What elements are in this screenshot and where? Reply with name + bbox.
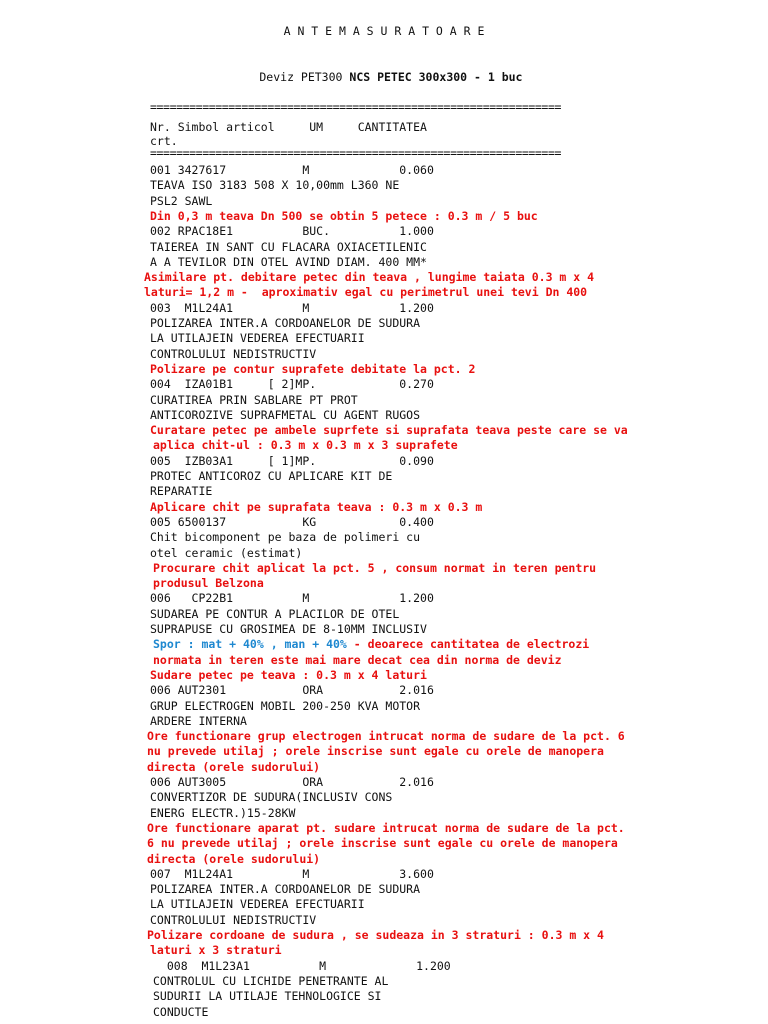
annotation-note: Polizare cordoane de sudura , se sudeaza in 3 straturi : 0.3 m x 4 bbox=[147, 928, 604, 942]
annotation-note: Sudare petec pe teava : 0.3 m x 4 laturi bbox=[150, 667, 427, 682]
annotation-note: produsul Belzona bbox=[153, 576, 264, 591]
estimate-line: LA UTILAJEIN VEDEREA EFECTUARII bbox=[150, 331, 365, 346]
annotation-note: nu prevede utilaj ; orele inscrise sunt egale cu orele de manopera bbox=[147, 744, 604, 759]
estimate-line: CONDUCTE bbox=[153, 1004, 209, 1019]
column-header-line-2: crt. bbox=[150, 134, 178, 148]
estimate-line: Chit bicomponent pe baza de polimeri cu bbox=[150, 530, 421, 545]
estimate-line: REPARATIE bbox=[150, 484, 213, 499]
estimate-line: 007 M1L24A1 M 3.600 bbox=[150, 866, 434, 881]
estimate-line: 005 6500137 KG 0.400 bbox=[150, 514, 434, 529]
estimate-line: ANTICOROZIVE SUPRAFMETAL CU AGENT RUGOS bbox=[150, 407, 421, 422]
estimate-line: SUDAREA PE CONTUR A PLACILOR DE OTEL bbox=[150, 606, 400, 621]
annotation-note: laturi= 1,2 m - aproximativ egal cu perimetrul unei tevi Dn 400 bbox=[144, 285, 588, 300]
estimate-line: TEAVA ISO 3183 508 X 10,00mm L360 NE bbox=[150, 178, 400, 193]
estimate-line: 008 M1L23A1 M 1.200 bbox=[153, 958, 451, 973]
annotation-note: Ore functionare grup electrogen intrucat norma de sudare de la pct. 6 bbox=[147, 729, 625, 744]
annotation-note: directa (orele sudorului) bbox=[147, 851, 321, 866]
estimate-line: 004 IZA01B1 [ 2]MP. 0.270 bbox=[150, 377, 434, 392]
subtitle-prefix: Deviz PET300 bbox=[259, 70, 350, 84]
annotation-note: Asimilare pt. debitare petec din teava , lungime taiata 0.3 m x 4 bbox=[144, 270, 595, 285]
column-header-line-1: Nr. Simbol articol UM CANTITATEA bbox=[150, 120, 427, 134]
estimate-line: ARDERE INTERNA bbox=[150, 713, 247, 728]
separator-top: =============================================================== bbox=[150, 100, 561, 114]
estimate-line: A A TEVILOR DIN OTEL AVIND DIAM. 400 MM* bbox=[150, 254, 427, 269]
annotation-note: Ore functionare aparat pt. sudare intrucat norma de sudare de la pct. bbox=[147, 820, 625, 835]
annotation-note: 6 nu prevede utilaj ; orele inscrise sunt egale cu orele de manopera bbox=[147, 836, 618, 851]
estimate-line: CONTROLULUI NEDISTRUCTIV bbox=[150, 912, 317, 927]
estimate-line: CONTROLUL CU LICHIDE PENETRANTE AL bbox=[153, 973, 389, 988]
estimate-line: LA UTILAJEIN VEDEREA EFECTUARII bbox=[150, 897, 365, 912]
estimate-line: SUDURII LA UTILAJE TEHNOLOGICE SI bbox=[153, 989, 382, 1004]
estimate-line: 001 3427617 M 0.060 bbox=[150, 163, 434, 177]
estimate-line: GRUP ELECTROGEN MOBIL 200-250 KVA MOTOR bbox=[150, 698, 421, 713]
estimate-line: POLIZAREA INTER.A CORDOANELOR DE SUDURA bbox=[150, 316, 421, 330]
estimate-line: 002 RPAC18E1 BUC. 1.000 bbox=[150, 224, 434, 239]
estimate-line: 006 AUT3005 ORA 2.016 bbox=[150, 775, 434, 789]
annotation-note: Din 0,3 m teava Dn 500 se obtin 5 petece : 0.3 m / 5 buc bbox=[150, 208, 538, 223]
annotation-note bbox=[153, 637, 589, 652]
separator-bottom: =============================================================== bbox=[150, 146, 561, 160]
annotation-note: Procurare chit aplicat la pct. 5 , consum normat in teren pentru bbox=[153, 560, 597, 575]
annotation-note: laturi x 3 straturi bbox=[150, 943, 282, 958]
annotation-note: aplica chit-ul : 0.3 m x 0.3 m x 3 suprafete bbox=[153, 438, 458, 453]
annotation-note: Polizare pe contur suprafete debitate la pct. 2 bbox=[150, 361, 476, 376]
estimate-line: 006 AUT2301 ORA 2.016 bbox=[150, 683, 434, 698]
estimate-line: TAIEREA IN SANT CU FLACARA OXIACETILENIC bbox=[150, 239, 427, 254]
annotation-note: directa (orele sudorului) bbox=[147, 759, 321, 774]
estimate-line: CONVERTIZOR DE SUDURA(INCLUSIV CONS bbox=[150, 790, 393, 805]
estimate-line: 006 CP22B1 M 1.200 bbox=[150, 591, 434, 606]
estimate-line: PSL2 SAWL bbox=[150, 193, 213, 208]
document-subtitle bbox=[0, 56, 768, 84]
estimate-line: 005 IZB03A1 [ 1]MP. 0.090 bbox=[150, 453, 434, 468]
annotation-note-highlight: Spor : mat + 40% , man + 40% bbox=[153, 637, 354, 652]
subtitle-bold: NCS PETEC 300x300 - 1 buc bbox=[349, 70, 523, 84]
annotation-note: Aplicare chit pe suprafata teava : 0.3 m x 0.3 m bbox=[150, 499, 483, 514]
annotation-note-text: - deoarece cantitatea de electrozi bbox=[353, 637, 590, 652]
document-title: A N T E M A S U R A T O A R E bbox=[283, 24, 485, 38]
estimate-line: POLIZAREA INTER.A CORDOANELOR DE SUDURA bbox=[150, 882, 421, 897]
estimate-line: ENERG ELECTR.)15-28KW bbox=[150, 805, 296, 820]
annotation-note: Curatare petec pe ambele suprfete si suprafata teava peste care se va bbox=[150, 423, 628, 438]
estimate-line: CONTROLULUI NEDISTRUCTIV bbox=[150, 346, 317, 361]
estimate-line: otel ceramic (estimat) bbox=[150, 545, 303, 560]
estimate-line: PROTEC ANTICOROZ CU APLICARE KIT DE bbox=[150, 469, 393, 483]
estimate-line: 003 M1L24A1 M 1.200 bbox=[150, 300, 434, 315]
estimate-line: CURATIREA PRIN SABLARE PT PROT bbox=[150, 392, 358, 407]
annotation-note: normata in teren este mai mare decat cea din norma de deviz bbox=[153, 652, 562, 667]
estimate-line: SUPRAPUSE CU GROSIMEA DE 8-10MM INCLUSIV bbox=[150, 622, 427, 636]
